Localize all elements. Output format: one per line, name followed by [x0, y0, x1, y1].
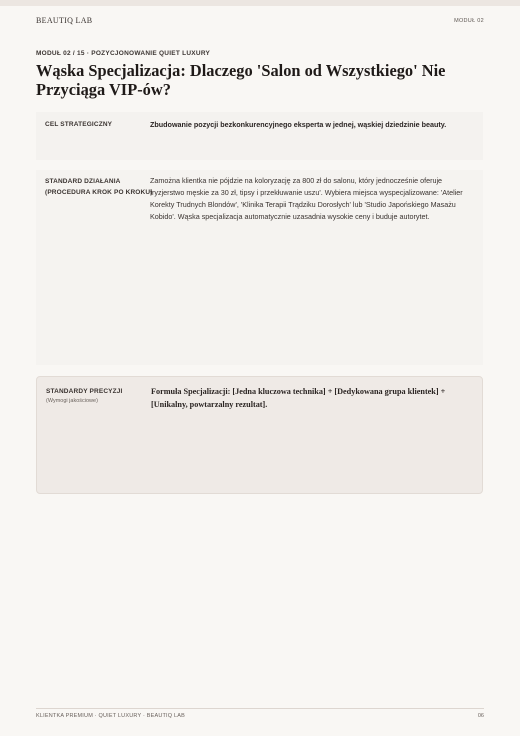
footer-divider — [36, 708, 484, 709]
action-standard-row — [36, 170, 483, 365]
action-standard-value: Zamożna klientka nie pójdzie na koloryzację za 800 zł do salonu, który jednocześnie oferuje fryzjerstwo męskie za 30 zł, tipsy i przekłuwanie uszu'. Wybiera miejsca wyspecjalizowane: 'Atelier Korekty Trudnych Blondów', 'Klinika Terapii Trądziku Dorosłych' lub 'Studio Japońskiego Masażu Kobido'. Wąska specjalizacja automatycznie uzasadnia wysokie ceny i buduje autorytet. — [150, 176, 463, 221]
module-tag: MODUŁ 02 — [454, 18, 484, 24]
specialization-formula: Formuła Specjalizacji: [Jedna kluczowa technika] + [Dedykowana grupa klientek] + [Unikalny, powtarzalny rezultat]. — [151, 387, 446, 409]
precision-standards-sublabel: (Wymogi jakościowe) — [46, 398, 98, 404]
strategic-goal-row — [36, 112, 483, 160]
precision-standards-box — [36, 376, 483, 494]
brand-logo-text: BEAUTIQ LAB — [36, 16, 93, 25]
page-number: 06 — [477, 713, 484, 719]
section-eyebrow: MODUŁ 02 / 15 · POZYCJONOWANIE QUIET LUXURY — [36, 50, 211, 57]
strategic-goal-label: CEL STRATEGICZNY — [45, 121, 113, 128]
top-accent-bar — [0, 0, 520, 6]
action-standard-label: STANDARD DZIAŁANIA (PROCEDURA KROK PO KROKU) — [45, 178, 153, 196]
footer-text: KLIENTKA PREMIUM · QUIET LUXURY · BEAUTIQ LAB — [36, 713, 185, 719]
precision-standards-label: STANDARDY PRECYZJI — [46, 388, 123, 395]
page-title: Wąska Specjalizacja: Dlaczego 'Salon od Wszystkiego' Nie Przyciąga VIP-ów? — [36, 61, 446, 99]
strategic-goal-value: Zbudowanie pozycji bezkonkurencyjnego eksperta w jednej, wąskiej dziedzinie beauty. — [150, 120, 447, 129]
